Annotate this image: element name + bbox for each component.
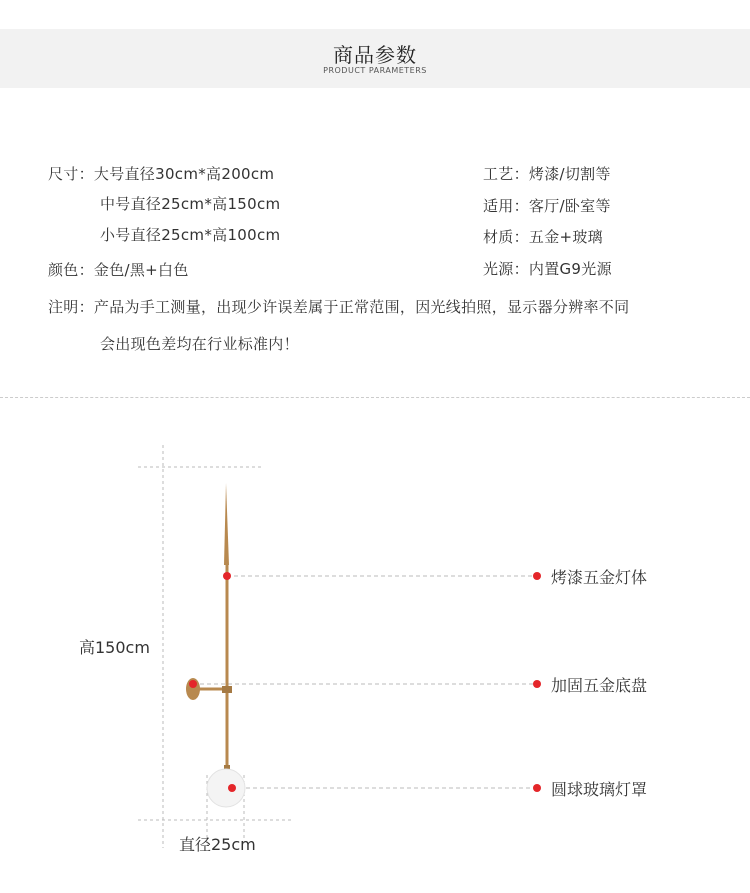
callout-label-base: 加固五金底盘 bbox=[551, 676, 648, 695]
marker-glass-shade-end bbox=[533, 784, 541, 792]
lamp-joint bbox=[222, 686, 232, 693]
param-note-continued: 会出现色差均在行业标准内！ bbox=[100, 335, 299, 353]
param-color: 颜色：金色/黑+白色 bbox=[48, 261, 189, 279]
param-material: 材质：五金+玻璃 bbox=[483, 228, 603, 246]
glass-globe-shade bbox=[207, 769, 245, 807]
param-light-source: 光源：内置G9光源 bbox=[483, 260, 612, 278]
marker-wall-base-end bbox=[533, 680, 541, 688]
marker-glass-shade bbox=[228, 784, 236, 792]
page-title: 商品参数 bbox=[333, 43, 417, 67]
marker-lamp-body-end bbox=[533, 572, 541, 580]
marker-wall-base bbox=[189, 680, 197, 688]
callout-label-shade: 圆球玻璃灯罩 bbox=[551, 780, 648, 799]
callout-label-body: 烤漆五金灯体 bbox=[551, 568, 648, 587]
param-usage: 适用：客厅/卧室等 bbox=[483, 197, 611, 215]
param-size-medium: 中号直径25cm*高150cm bbox=[100, 195, 281, 213]
marker-lamp-body bbox=[223, 572, 231, 580]
page-subtitle: PRODUCT PARAMETERS bbox=[323, 66, 427, 75]
lamp-spike-tip bbox=[224, 483, 229, 565]
param-size-large: 尺寸：大号直径30cm*高200cm bbox=[48, 165, 275, 183]
diameter-label: 直径25cm bbox=[179, 835, 256, 854]
param-craft: 工艺：烤漆/切割等 bbox=[483, 165, 611, 183]
height-label: 高150cm bbox=[79, 638, 150, 657]
param-note: 注明：产品为手工测量，出现少许误差属于正常范围，因光线拍照，显示器分辨率不同 bbox=[48, 298, 630, 316]
param-size-small: 小号直径25cm*高100cm bbox=[100, 226, 281, 244]
